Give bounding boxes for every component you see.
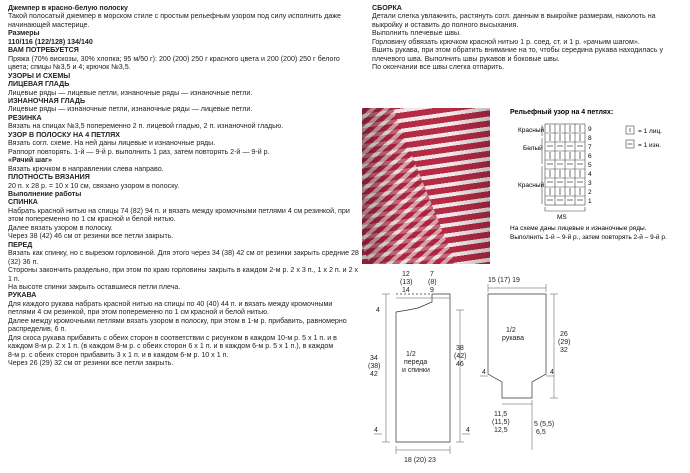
sleeve-four-right: 4 [550, 369, 554, 376]
intro: Такой полосатый джемпер в морском стиле с простым рельефным узором под силу исполнить даже начинающей мастерице. [8, 12, 341, 29]
title: Джемпер в красно-белую полоску [8, 4, 128, 12]
chart-color-labels [518, 126, 545, 189]
row-number: 4 [588, 171, 592, 178]
sleeve-four-left: 4 [482, 369, 486, 376]
shoulder-width-8: (8) [428, 279, 437, 286]
reverse-stockinette-heading: ИЗНАНОЧНАЯ ГЛАДЬ [8, 96, 86, 105]
row-number: 5 [588, 162, 592, 169]
height-38r: 38 [456, 345, 464, 352]
neck-width-14: 14 [402, 287, 410, 294]
stripe-text-2: Раппорт повторять. 1-й — 9-й р. выполнить 1 раз, затем повторять 2-й — 9-й р. [8, 147, 270, 156]
sleeve-bottom-2: (11,5) [492, 419, 510, 426]
rib-text: Вязать на спицах №3,5 попеременно 2 п. лицевой гладью, 2 п. изнаночной гладью. [8, 122, 284, 131]
neck-width-13: (13) [400, 279, 413, 286]
height-34: 34 [370, 355, 378, 362]
chart-note-1: На схеме даны лицевые и изнаночные ряды. [510, 225, 647, 232]
row-number: 2 [588, 189, 592, 196]
dim-four: 4 [376, 307, 380, 314]
sleeves-heading: РУКАВА [8, 291, 37, 300]
sleeves-text-3: Для скоса рукава прибавить с обеих сторон в соответствии с рисунком в каждом 10-м р. 5 x 1 п. и в каждом 8-м р. 2 x 1 п. (в каждом 8-м р. с обеих сторон 6 x 1 п. и в каждом 6-м р. 5 x 1 п.), в каждом [8, 333, 337, 351]
part-label-1: 1/2 [406, 351, 416, 358]
photo-shade [362, 108, 490, 264]
body-schematic [362, 262, 482, 472]
assembly-text-4: Вшить рукава, при этом обратить внимание на то, чтобы середина рукава находилась у плечевого шва. Выполнить швы рукавов и боковые швы. [372, 46, 664, 63]
part-label-3: и спинки [402, 367, 430, 374]
gauge-text: 20 п. x 28 р. = 10 x 10 см, связано узором в полоску. [8, 181, 180, 190]
front-text-3: На высоте спинки закрыть оставшиеся петли плеча. [8, 282, 181, 291]
legend-knit: = 1 лиц. [638, 128, 662, 135]
sleeve-bottom-3: 12,5 [494, 427, 508, 434]
row-number: 7 [588, 144, 592, 151]
body-width: 18 (20) 23 [404, 457, 436, 464]
front-heading: ПЕРЕД [8, 240, 33, 249]
back-text-3: Через 38 (42) 46 см от резинки все петли закрыть. [8, 232, 174, 241]
chart-title: Рельефный узор на 4 петлях: [510, 109, 614, 116]
instructions-column [8, 4, 360, 367]
sleeve-top-width: 15 (17) 19 [488, 277, 520, 284]
back-heading: СПИНКА [8, 198, 38, 207]
crab-heading: «Рачий шаг» [8, 156, 52, 165]
sleeve-label-2: рукава [502, 335, 524, 342]
sleeve-height-26: 26 [560, 331, 568, 338]
height-46r: 46 [456, 361, 464, 368]
stripe-heading: УЗОР В ПОЛОСКУ НА 4 ПЕТЛЯХ [8, 130, 120, 139]
sleeve-height-32: 32 [560, 347, 568, 354]
sleeve-bottom-1: 11,5 [494, 411, 508, 418]
neck-width-12: 12 [402, 271, 410, 278]
sleeve-outline [488, 294, 546, 398]
sleeve-label-1: 1/2 [506, 327, 516, 334]
chart-row-numbers [588, 126, 592, 205]
sleeves-text-5: Через 26 (29) 32 см от резинки все петли закрыть. [8, 359, 174, 368]
sleeves-text-4: 8-м р. с обеих сторон прибавить 3 x 1 п. и в каждом 6-м р. 10 x 1 п. [8, 350, 229, 359]
color-label-red: Красный [518, 182, 545, 189]
materials-text: Пряжа (70% вискозы, 30% хлопка; 95 м/50 г): 200 (200) 250 г красного цвета и 200 (200) 250 г белого цвета; спицы №3,5 и 4; крючок №3,5. [8, 54, 340, 72]
row-number: 1 [588, 198, 592, 205]
assembly-text-3: Горловину обвязать крючком красной нитью 1 р. соед. ст. и 1 р. «рачьим шагом». [372, 37, 640, 46]
repeat-label: MS [557, 214, 567, 221]
knit-sample-photo [362, 108, 490, 264]
height-38: (38) [368, 363, 381, 370]
sleeve-bottom-4: 5 (5,5) [534, 421, 555, 428]
sleeve-bottom-5: 6,5 [536, 429, 546, 436]
part-label-2: переда [404, 359, 428, 366]
body-labels [368, 271, 470, 464]
assembly-heading: СБОРКА [372, 4, 402, 12]
body-dimension-lines [374, 294, 470, 454]
assembly-text-2: Выполнить плечевые швы. [372, 29, 462, 38]
chart-legend [626, 126, 662, 149]
materials-heading: ВАМ ПОТРЕБУЕТСЯ [8, 46, 79, 55]
assembly-text-5: По окончании все швы слегка отпарить. [372, 63, 505, 72]
back-text-2: Далее вязать узором в полоску. [8, 223, 113, 232]
sleeve-schematic [480, 270, 590, 470]
row-number: 3 [588, 180, 592, 187]
color-label-red: Красный [518, 127, 545, 134]
stitch-chart [490, 104, 688, 250]
assembly-text-1: Детали слегка увлажнить, растянуть согл. данным в выкройке размерам, наколоть на выкройку и оставить до полного высыхания. [372, 12, 656, 29]
row-number: 8 [588, 135, 592, 142]
sleeve-height-29: (29) [558, 339, 571, 346]
sizes-heading: Размеры [8, 29, 40, 38]
height-42: 42 [370, 371, 378, 378]
sleeves-text-1: Для каждого рукава набрать красной нитью на спицы по 40 (40) 44 п. и вязать между кромочными петлями 4 см резинкой, при этом попеременно по 1 см красной и белой нитью. [8, 299, 333, 317]
stockinette-text: Лицевые ряды — лицевые петли, изнаночные ряды — изнаночные петли. [8, 88, 253, 97]
rib-four-right: 4 [466, 427, 470, 434]
legend-purl: = 1 изн. [638, 142, 662, 149]
row-number: 6 [588, 153, 592, 160]
front-text-2: Стороны закончить раздельно, при этом по краю горловины закрыть в каждом 2-м р. 2 x 3 п., 1 x 2 п. и 2 x 1 п. [8, 266, 359, 283]
front-text-1: Вязать как спинку, но с вырезом горловиной. Для этого через 34 (38) 42 см от резинки закрыть средние 28 (32) 36 п. [8, 249, 359, 266]
reverse-stockinette-text: Лицевые ряды — изнаночные петли, изнаночные ряды — лицевые петли. [8, 105, 253, 114]
shoulder-width-9: 9 [430, 287, 434, 294]
assembly-column [372, 4, 688, 72]
rib-heading: РЕЗИНКА [8, 113, 42, 122]
stripe-text-1: Вязать согл. схеме. На ней даны лицевые и изнаночные ряды. [8, 139, 216, 148]
crab-text: Вязать крючком в направлении слева направо. [8, 164, 164, 173]
back-text-1: Набрать красной нитью на спицы 74 (82) 94 п. и вязать между кромочными петлями 4 см резинкой, при этом попеременно по 1 см красной и белой нитью. [8, 206, 350, 224]
sleeves-text-2: Далее между кромочными петлями вязать узором в полоску, при этом в 1-м р. прибавить, равномерно распределив, 6 п. [8, 316, 347, 334]
stockinette-heading: ЛИЦЕВАЯ ГЛАДЬ [8, 80, 70, 89]
sizes-value: 110/116 (122/128) 134/140 [8, 37, 93, 46]
height-42r: (42) [454, 353, 467, 360]
chart-grid [545, 124, 585, 205]
patterns-heading: УЗОРЫ И СХЕМЫ [8, 71, 71, 80]
shoulder-width-7: 7 [430, 271, 434, 278]
color-label-white: Белый [523, 145, 543, 152]
sleeve-labels [482, 277, 570, 436]
rib-four-left: 4 [374, 427, 378, 434]
row-number: 9 [588, 126, 592, 133]
work-heading: Выполнение работы [8, 189, 82, 198]
chart-note-2: Выполнить 1-й – 9-й р., затем повторять 2-й – 9-й р. [510, 234, 667, 241]
gauge-heading: ПЛОТНОСТЬ ВЯЗАНИЯ [8, 173, 90, 182]
